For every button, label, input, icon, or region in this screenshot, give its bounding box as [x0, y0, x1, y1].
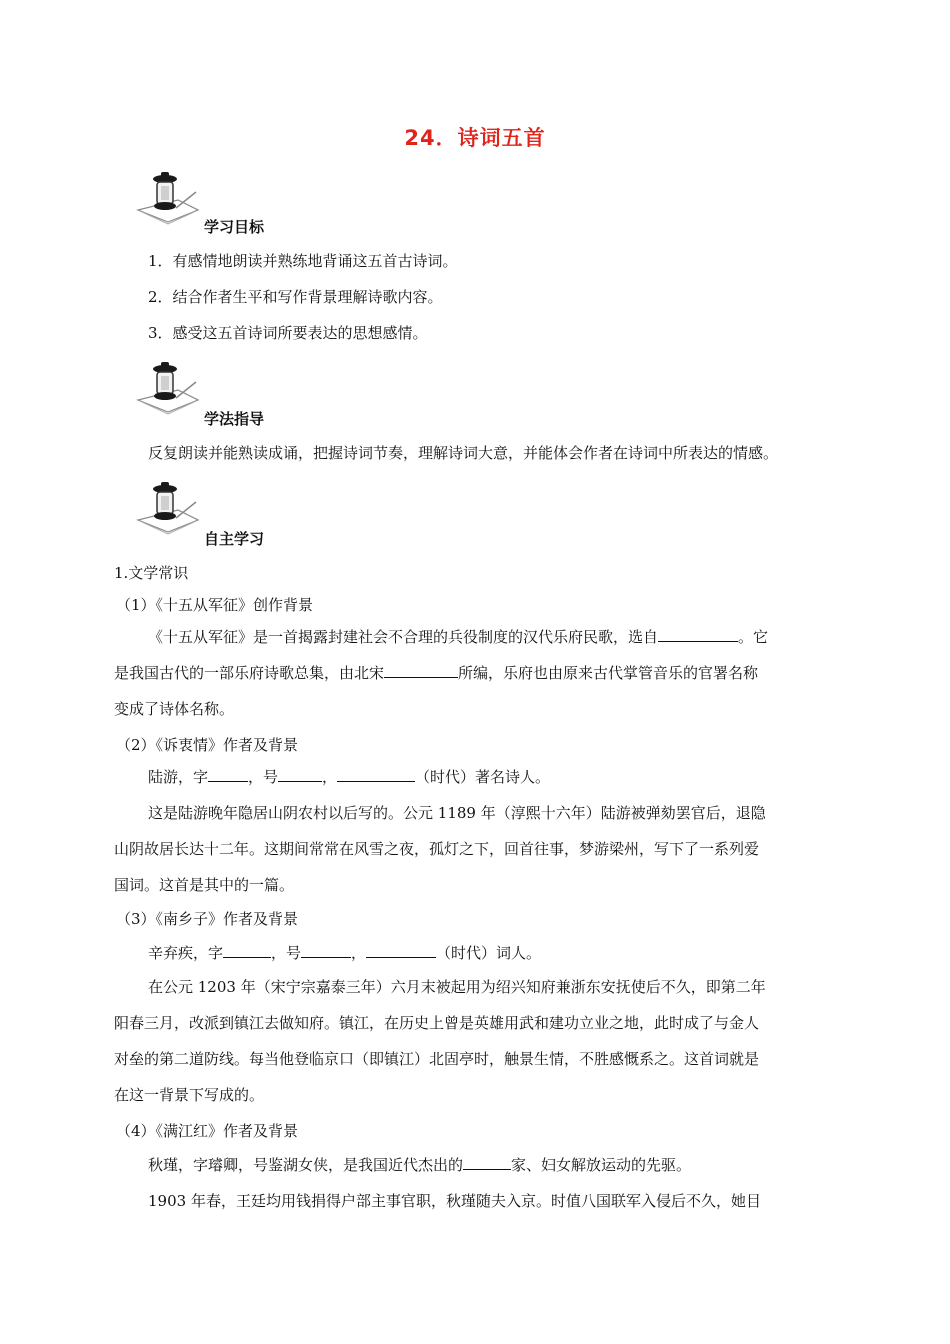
paragraph-line: 1903 年春，王廷均用钱捐得户部主事官职，秋瑾随夫入京。时值八国联军入侵后不久，她目: [148, 1192, 761, 1210]
goal-item: 2．结合作者生平和写作背景理解诗歌内容。: [148, 288, 443, 306]
fill-blank[interactable]: [658, 627, 738, 642]
section-heading-self-study: 自主学习: [204, 530, 265, 548]
paragraph-line: 对垒的第二道防线。每当他登临京口（即镇江）北固亭时，触景生情，不胜感慨系之。这首词就是: [114, 1050, 760, 1068]
section-heading-method: 学法指导: [204, 410, 265, 428]
fill-blank[interactable]: [208, 767, 248, 782]
paragraph-line: 在公元 1203 年（宋宁宗嘉泰三年）六月末被起用为绍兴知府兼浙东安抚使后不久，即第二年: [148, 978, 766, 996]
fill-blank[interactable]: [337, 767, 415, 782]
author-line: 辛弃疾，字 ，号 ， （时代）词人。: [148, 944, 542, 962]
paragraph-line: 《十五从军征》是一首揭露封建社会不合理的兵役制度的汉代乐府民歌，选自 。它: [148, 628, 769, 646]
paragraph-line: 在这一背景下写成的。: [114, 1086, 265, 1104]
fill-blank[interactable]: [463, 1155, 511, 1170]
goal-item: 1．有感情地朗读并熟练地背诵这五首古诗词。: [148, 252, 458, 270]
lantern-book-icon: [132, 170, 202, 230]
section-heading-goals: 学习目标: [204, 218, 265, 236]
literary-heading: 1.文学常识: [114, 564, 189, 582]
goal-item: 3．感受这五首诗词所要表达的思想感情。: [148, 324, 428, 342]
method-text: 反复朗读并能熟读成诵，把握诗词节奏，理解诗词大意，并能体会作者在诗词中所表达的情感。: [148, 444, 779, 462]
subsection-title: （1）《十五从军征》创作背景: [116, 596, 314, 614]
fill-blank[interactable]: [223, 943, 271, 958]
lantern-book-icon: [132, 360, 202, 420]
fill-blank[interactable]: [278, 767, 322, 782]
author-line: 秋瑾，字璿卿，号鉴湖女侠，是我国近代杰出的 家、妇女解放运动的先驱。: [148, 1156, 692, 1174]
paragraph-line: 是我国古代的一部乐府诗歌总集，由北宋 所编，乐府也由原来古代掌管音乐的官署名称: [114, 664, 759, 682]
paragraph-line: 国词。这首是其中的一篇。: [114, 876, 295, 894]
page-title: 24．诗词五首: [404, 126, 546, 150]
subsection-title: （4）《满江红》作者及背景: [116, 1122, 299, 1140]
fill-blank[interactable]: [301, 943, 351, 958]
subsection-title: （2）《诉衷情》作者及背景: [116, 736, 299, 754]
paragraph-line: 这是陆游晚年隐居山阴农村以后写的。公元 1189 年（淳熙十六年）陆游被弹劾罢官后，退隐: [148, 804, 766, 822]
lantern-book-icon: [132, 480, 202, 540]
paragraph-line: 阳春三月，改派到镇江去做知府。镇江，在历史上曾是英雄用武和建功立业之地，此时成了与金人: [114, 1014, 760, 1032]
paragraph-line: 变成了诗体名称。: [114, 700, 235, 718]
paragraph-line: 山阴故居长达十二年。这期间常常在风雪之夜，孤灯之下，回首往事，梦游梁州，写下了一系列爱: [114, 840, 760, 858]
fill-blank[interactable]: [366, 943, 436, 958]
fill-blank[interactable]: [384, 663, 458, 678]
subsection-title: （3）《南乡子》作者及背景: [116, 910, 299, 928]
author-line: 陆游，字 ，号 ， （时代）著名诗人。: [148, 768, 551, 786]
